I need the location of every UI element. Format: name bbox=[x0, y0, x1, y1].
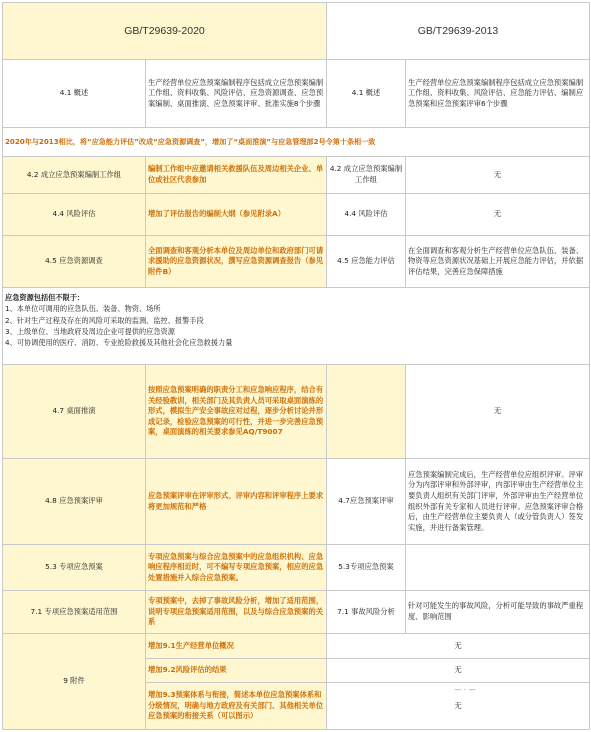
row-4-1-section-2020: 4.1 概述 bbox=[59, 88, 89, 98]
row-9-2013-a: 无 bbox=[454, 640, 462, 650]
row-4-4-desc-2020: 增加了评估报告的编制大纲（参见附录A） bbox=[148, 209, 285, 219]
row-4-4-desc-2013: 无 bbox=[493, 209, 502, 219]
row-9-desc-9-2: 增加9.2风险评估的结果 bbox=[148, 665, 227, 675]
row-4-5-section-2013: 4.5 应急能力评估 bbox=[337, 256, 395, 266]
row-4-2-desc-2013: 无 bbox=[493, 169, 502, 179]
row-7-1-section-2020: 7.1 专项应急预案适用范围 bbox=[30, 606, 118, 616]
row-9-section-2020: 9 附件 bbox=[63, 676, 85, 686]
row-9-2013-c: 无 bbox=[454, 700, 462, 710]
row-5-3-desc-2020: 专项应急预案与综合应急预案中的应急组织机构、应急响应程序相近时，可不编写专项应急预案，相应的应急处置措施并入综合应急预案。 bbox=[148, 551, 324, 582]
change-summary-banner: 2020年与2013相比，将“应急能力评估”改成“应急资源调查”，增加了“桌面推演”与应急管理部2号令第十条相一致 bbox=[5, 136, 376, 146]
row-4-2-desc-2020: 编制工作组中应邀请相关救援队伍及周边相关企业、单位或社区代表参加 bbox=[148, 164, 324, 184]
row-5-3-desc-2013 bbox=[408, 544, 588, 591]
resource-notes bbox=[5, 292, 585, 362]
row-4-8-section-2013: 4.7应急预案评审 bbox=[338, 496, 394, 506]
header-2020: GB/T29639-2020 bbox=[124, 24, 205, 37]
row-4-1-desc-2020: 生产经营单位应急预案编制程序包括成立应急预案编制工作组、资料收集、风险评估、应急资源调查、应急预案编制、桌面推演、应急预案评审、批准实施8个步骤 bbox=[148, 77, 324, 108]
row-4-1-desc-2013: 生产经营单位应急预案编制程序包括成立应急预案编制工作组、资料收集、风险评估、应急能力评估、编制应急预案和应急预案评审6个步骤 bbox=[408, 77, 584, 108]
row-4-7-desc-2013: 无 bbox=[493, 406, 502, 416]
row-7-1-section-2013: 7.1 事故风险分析 bbox=[337, 606, 395, 616]
header-2013: GB/T29639-2013 bbox=[417, 24, 499, 37]
row-4-5-desc-2013: 在全面调查和客观分析生产经营单位应急队伍、装备、物资等应急资源状况基础上开展应急能力评估，并依据评估结果，完善应急保障措施 bbox=[408, 245, 584, 276]
row-4-5-section-2020: 4.5 应急资源调查 bbox=[45, 256, 103, 266]
row-4-7-section-2013 bbox=[326, 364, 406, 459]
row-9-desc-9-3: 增加9.3预案体系与衔接，简述本单位应急预案体系和分级情况，明确与地方政府及有关部门、其他相关单位应急预案的衔接关系（可以图示） bbox=[148, 690, 324, 721]
notes-title: 应急资源包括但不限于： bbox=[5, 293, 85, 302]
row-4-2-section-2020: 4.2 成立应急预案编制工作组 bbox=[26, 169, 122, 179]
row-5-3-section-2020: 5.3 专项应急预案 bbox=[45, 562, 103, 572]
row-4-4-section-2013: 4.4 风险评估 bbox=[344, 209, 388, 219]
row-4-8-section-2020: 4.8 应急预案评审 bbox=[45, 496, 103, 506]
row-9-2013-b: 无 bbox=[454, 665, 462, 675]
row-7-1-desc-2020: 专项预案中，去掉了事故风险分析，增加了适用范围，说明专项应急预案适用范围，以及与综合应急预案的关系 bbox=[148, 596, 324, 627]
row-4-4-section-2020: 4.4 风险评估 bbox=[52, 209, 96, 219]
notes-item: 4、可协调使用的医疗、消防、专业抢险救援及其他社会化应急救援力量 bbox=[5, 338, 233, 348]
notes-item: 1、本单位可调用的应急队伍、装备、物资、场所 bbox=[5, 304, 161, 314]
notes-item: 2、针对生产过程及存在的风险可采取的监测、监控、报警手段 bbox=[5, 315, 204, 325]
row-4-2-section-2013: 4.2 成立应急预案编制工作组 bbox=[329, 164, 403, 184]
row-4-8-desc-2013: 应急预案编制完成后，生产经营单位应组织评审。评审分为内部评审和外部评审，内部评审由生产经营单位主要负责人组织有关部门评审，外部评审由生产经营单位组织外部有关专家和人员进行评审。应急预案评审合格后，由生产经营单位主要负责人（或分管负责人）签发实施，并进行备案管理。 bbox=[408, 469, 584, 532]
row-9-dash-marks: — · — bbox=[454, 684, 476, 694]
row-4-8-desc-2020: 应急预案评审在评审形式、评审内容和评审程序上要求将更加规范和严格 bbox=[148, 490, 324, 511]
row-4-5-desc-2020: 全面调查和客观分析本单位及周边单位和政府部门可请求援助的应急资源状况，撰写应急资源调查报告（参见附件B） bbox=[148, 245, 324, 276]
row-4-7-desc-2020: 按照应急预案明确的职责分工和应急响应程序，结合有关经验教训，相关部门及其负责人员可采取桌面演练的形式，模拟生产安全事故应对过程，逐步分析讨论并形成记录，检验应急预案的可行性，并进一步完善应急预案，桌面演练的相关要求参见AQ/T9007 bbox=[148, 385, 324, 437]
notes-item: 3、上级单位、当地政府及周边企业可提供的应急资源 bbox=[5, 326, 175, 336]
row-9-desc-9-1: 增加9.1生产经营单位概况 bbox=[148, 640, 234, 650]
row-4-1-section-2013: 4.1 概述 bbox=[351, 88, 381, 98]
row-7-1-desc-2013: 针对可能发生的事故风险，分析可能导致的事故严重程度、影响范围 bbox=[408, 601, 584, 621]
row-4-7-section-2020: 4.7 桌面推演 bbox=[52, 406, 96, 416]
row-5-3-section-2013: 5.3专项应急预案 bbox=[338, 562, 394, 572]
